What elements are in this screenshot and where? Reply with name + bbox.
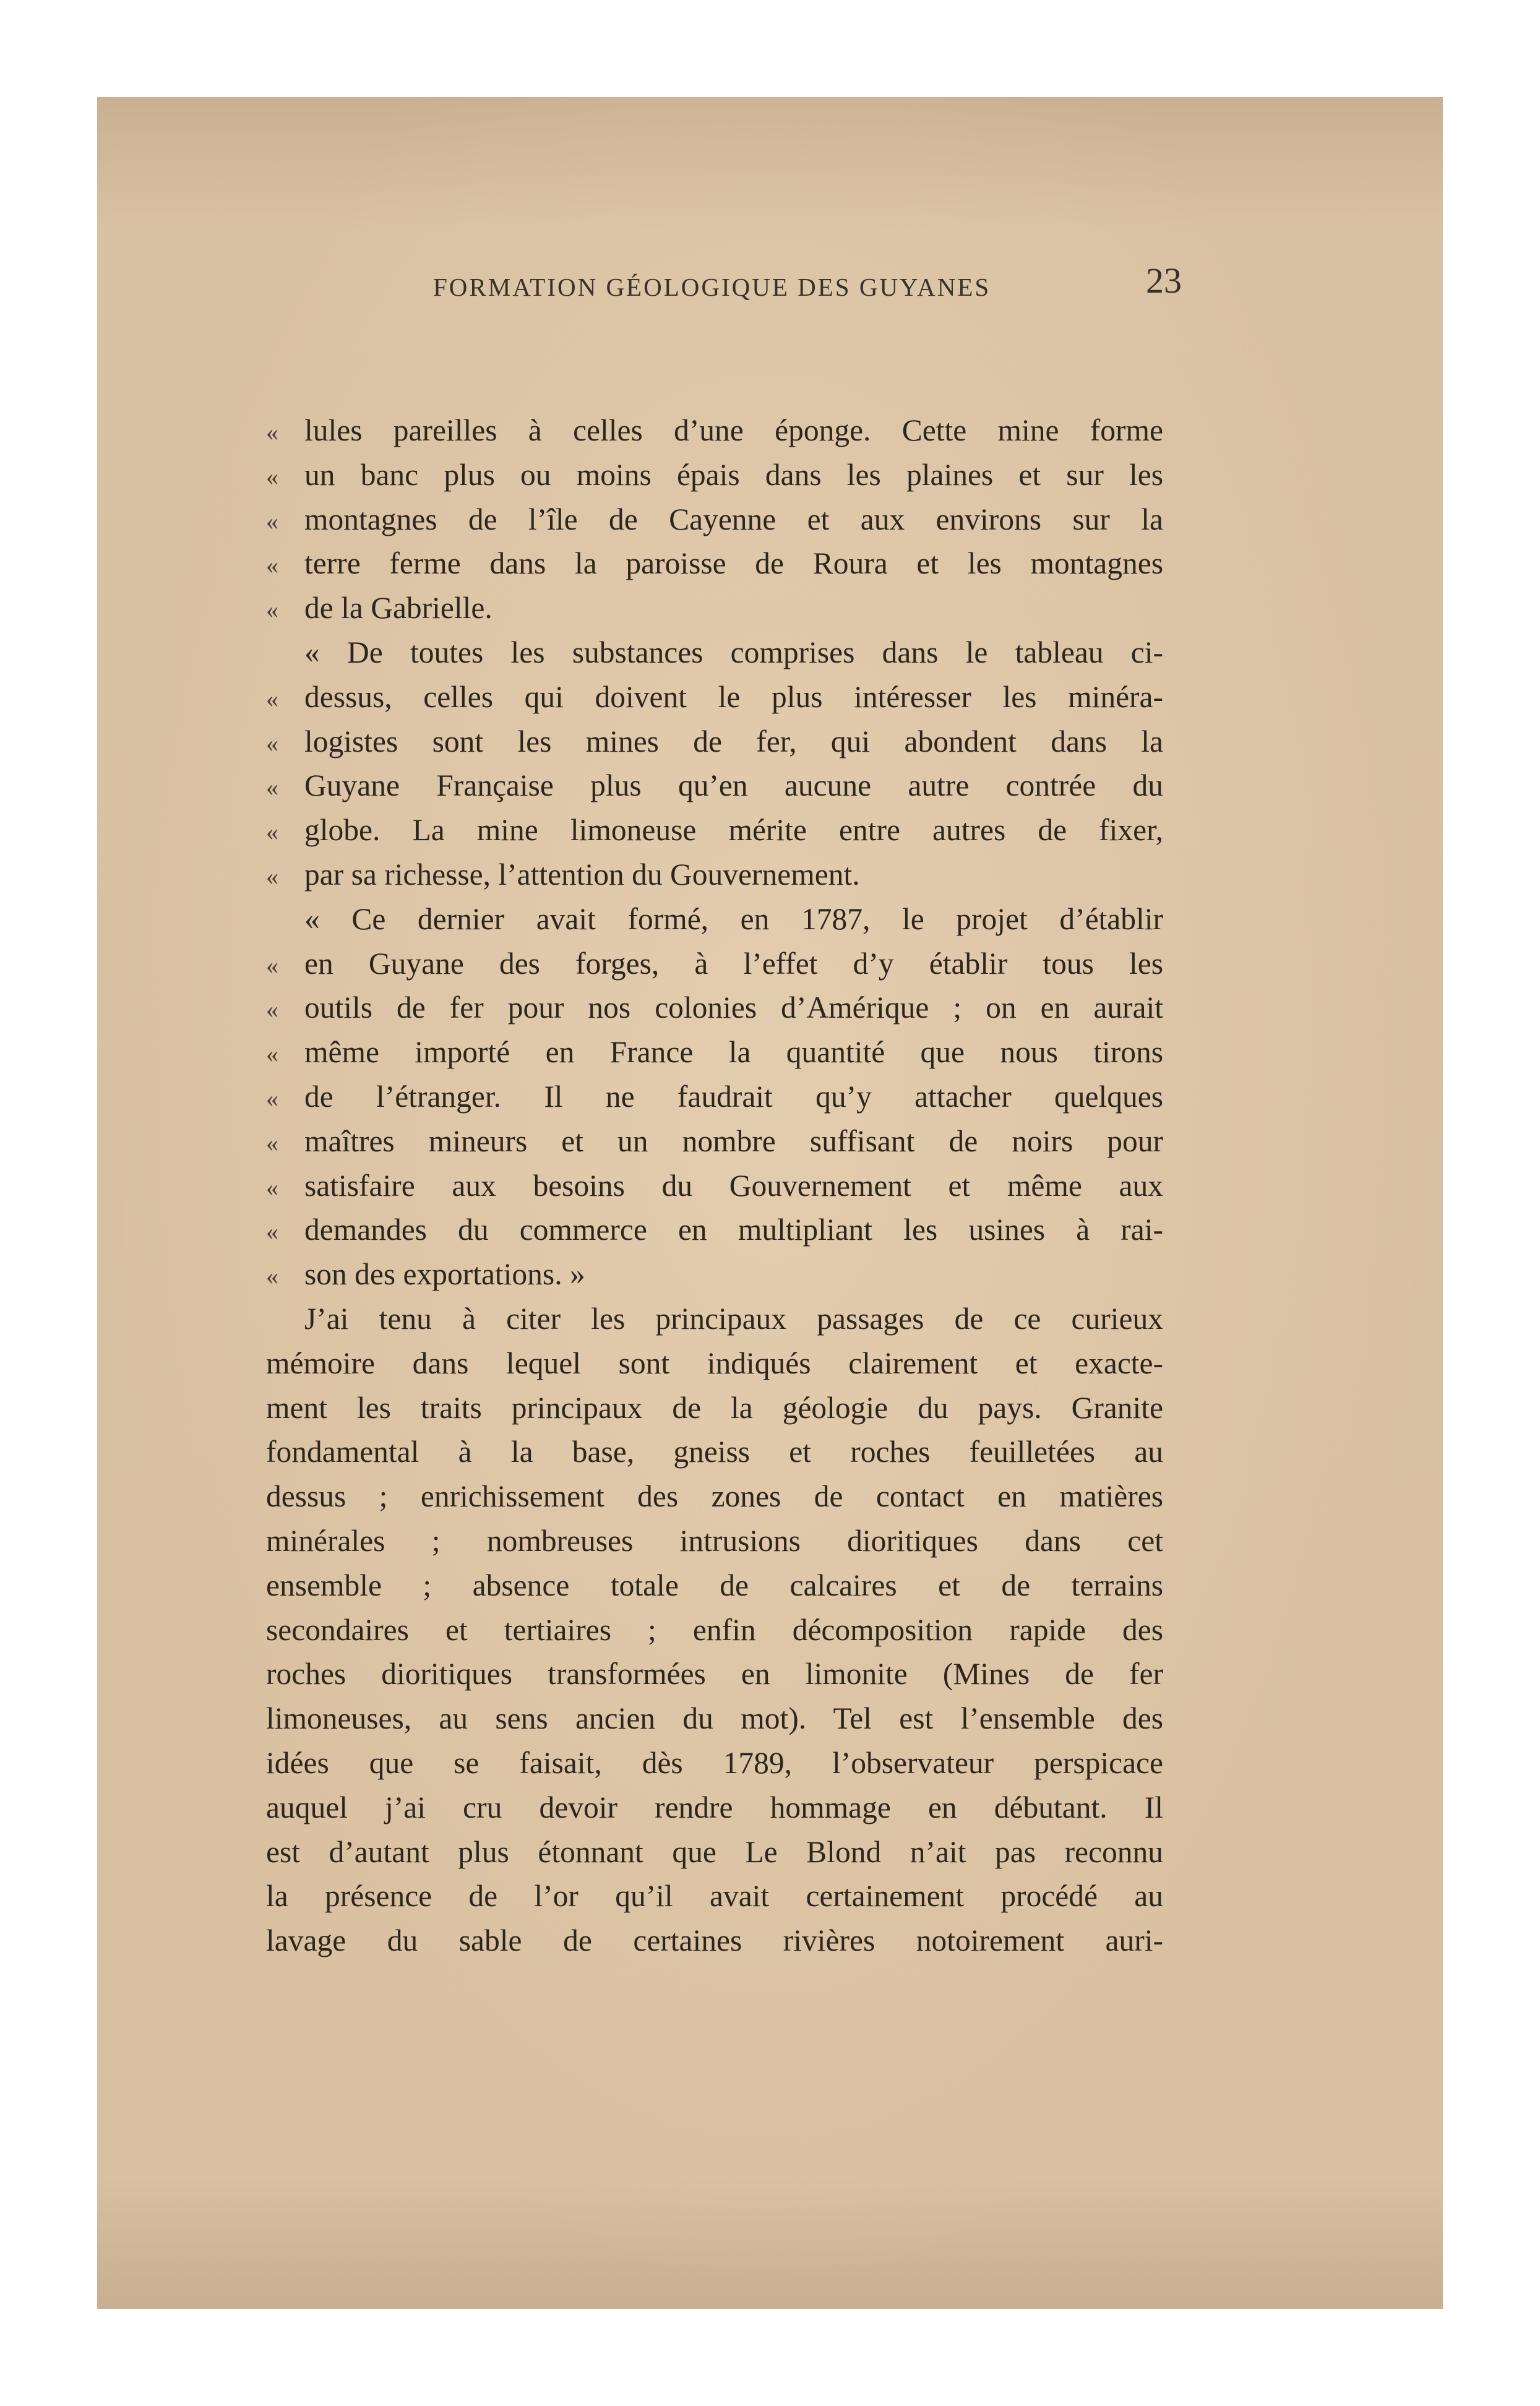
quote-mark: « xyxy=(266,862,278,890)
text-line: son des exportations. » xyxy=(304,1257,585,1292)
quote-mark: « xyxy=(266,1262,278,1291)
quote-mark: « xyxy=(266,462,278,491)
text-line: de la Gabrielle. xyxy=(304,591,493,625)
text-line: lavage du sable de certaines rivières notoirement auri- xyxy=(266,1923,1163,1958)
text-line: « De toutes les substances comprises dans le tableau ci- xyxy=(304,635,1163,669)
quote-mark: « xyxy=(266,995,278,1024)
text-line: montagnes de l’île de Cayenne et aux environs sur la xyxy=(304,502,1163,536)
page-number: 23 xyxy=(1146,260,1182,301)
text-line: J’ai tenu à citer les principaux passages de ce curieux xyxy=(304,1301,1163,1336)
quote-mark: « xyxy=(266,684,278,713)
text-line: terre ferme dans la paroisse de Roura et les montagnes xyxy=(304,546,1163,581)
quote-mark: « xyxy=(266,1084,278,1112)
quote-mark: « xyxy=(266,1173,278,1201)
text-line: ensemble ; absence totale de calcaires et de terrains xyxy=(266,1568,1163,1602)
text-line: limoneuses, au sens ancien du mot). Tel est l’ensemble des xyxy=(266,1701,1163,1736)
text-line: « Ce dernier avait formé, en 1787, le projet d’établir xyxy=(304,901,1163,936)
text-line: demandes du commerce en multipliant les usines à rai- xyxy=(304,1213,1163,1247)
text-line: même importé en France la quantité que nous tirons xyxy=(304,1035,1163,1070)
text-line: un banc plus ou moins épais dans les plaines et sur les xyxy=(304,457,1163,492)
text-line: auquel j’ai cru devoir rendre hommage en débutant. Il xyxy=(266,1790,1163,1824)
quote-mark: « xyxy=(266,818,278,846)
quote-mark: « xyxy=(266,729,278,757)
text-line: lules pareilles à celles d’une éponge. Cette mine forme xyxy=(304,413,1163,447)
text-line: mémoire dans lequel sont indiqués clairement et exacte- xyxy=(266,1346,1163,1380)
text-line: par sa richesse, l’attention du Gouvernement. xyxy=(304,857,860,892)
quote-mark: « xyxy=(266,1040,278,1068)
quote-mark: « xyxy=(266,1128,278,1157)
text-line: de l’étranger. Il ne faudrait qu’y attacher quelques xyxy=(304,1079,1163,1114)
text-line: logistes sont les mines de fer, qui abondent dans la xyxy=(304,724,1163,758)
text-line: est d’autant plus étonnant que Le Blond n’ait pas reconnu xyxy=(266,1834,1163,1869)
text-line: Guyane Française plus qu’en aucune autre contrée du xyxy=(304,768,1163,803)
text-line: minérales ; nombreuses intrusions dioritiques dans cet xyxy=(266,1523,1163,1558)
text-line: fondamental à la base, gneiss et roches feuilletées au xyxy=(266,1435,1163,1469)
text-line: satisfaire aux besoins du Gouvernement et même aux xyxy=(304,1168,1163,1203)
text-line: roches dioritiques transformées en limonite (Mines de fer xyxy=(266,1657,1163,1691)
text-line: dessus ; enrichissement des zones de contact en matières xyxy=(266,1479,1163,1514)
running-title: FORMATION GÉOLOGIQUE DES GUYANES xyxy=(433,273,991,301)
quote-mark: « xyxy=(266,551,278,580)
quote-mark: « xyxy=(266,418,278,446)
text-line: outils de fer pour nos colonies d’Amérique ; on en aurait xyxy=(304,990,1163,1025)
text-line: ment les traits principaux de la géologie du pays. Granite xyxy=(266,1390,1163,1425)
text-line: en Guyane des forges, à l’effet d’y établir tous les xyxy=(304,946,1163,981)
page-header xyxy=(266,260,1182,309)
text-line: secondaires et tertiaires ; enfin décomposition rapide des xyxy=(266,1612,1163,1647)
text-line: la présence de l’or qu’il avait certainement procédé au xyxy=(266,1879,1163,1914)
quote-mark: « xyxy=(266,951,278,979)
quote-mark: « xyxy=(266,1218,278,1246)
body-text xyxy=(266,408,1163,1963)
quote-mark: « xyxy=(266,507,278,535)
quote-mark: « xyxy=(266,596,278,624)
text-line: maîtres mineurs et un nombre suffisant de noirs pour xyxy=(304,1124,1163,1158)
text-line: globe. La mine limoneuse mérite entre autres de fixer, xyxy=(304,813,1163,848)
text-line: dessus, celles qui doivent le plus intéresser les minéra- xyxy=(304,679,1163,714)
text-line: idées que se faisait, dès 1789, l’observateur perspicace xyxy=(266,1745,1163,1780)
quote-mark: « xyxy=(266,773,278,802)
